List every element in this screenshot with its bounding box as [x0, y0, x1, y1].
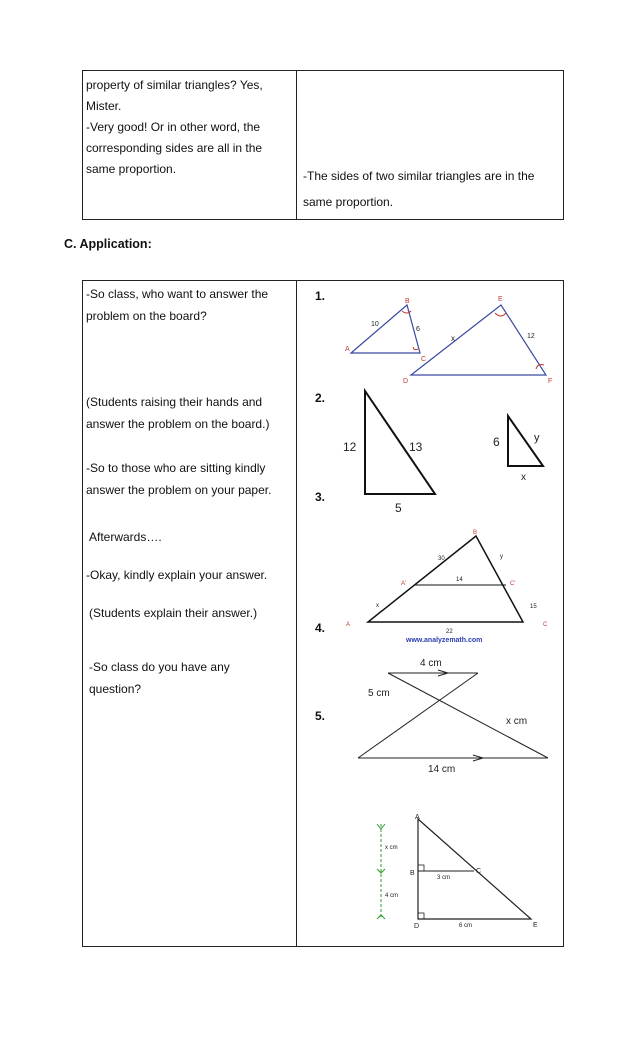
side-5: 5	[395, 501, 402, 515]
problem-number-4: 4.	[315, 621, 326, 635]
teacher-prompt-answer-board	[86, 283, 291, 327]
source-url: www.analyzemath.com	[406, 637, 483, 644]
label-a: A	[345, 346, 350, 353]
label-xcm: x cm	[385, 845, 398, 851]
side-x: x	[521, 472, 526, 483]
triangle-ade	[418, 819, 531, 919]
side-10: 10	[371, 321, 379, 328]
afterwards-text: Afterwards….	[89, 530, 162, 544]
text-line: -So to those who are sitting kindly	[86, 461, 266, 475]
figure-right-triangles-2	[333, 386, 553, 516]
application-table	[82, 280, 564, 947]
text-line: same proportion.	[303, 195, 394, 209]
text-line: problem on the board?	[86, 309, 207, 323]
text-line: -So class, who want to answer the	[86, 287, 269, 301]
figure-right-triangle-5	[361, 809, 551, 929]
figure-parallel-segment-3	[338, 526, 558, 646]
label-c-prime: C'	[510, 581, 516, 587]
side-15: 15	[530, 604, 537, 610]
label-f: F	[548, 378, 553, 385]
text-line: corresponding sides are all in the	[86, 141, 263, 155]
right-angle-b	[418, 865, 424, 871]
side-5cm: 5 cm	[368, 688, 390, 699]
big-right-triangle	[365, 391, 435, 494]
problem-number-3: 3.	[315, 490, 326, 504]
teacher-prompt-paper	[86, 457, 291, 501]
text-line: -Very good! Or in other word, the	[86, 120, 261, 134]
label-b: B	[410, 870, 415, 877]
students-explain: (Students explain their answer.)	[89, 606, 258, 620]
label-6cm: 6 cm	[459, 923, 473, 929]
cross-line-2	[358, 673, 478, 758]
triangle-def	[411, 305, 546, 375]
side-6: 6	[493, 435, 500, 449]
teacher-explain-prompt: -Okay, kindly explain your answer.	[86, 568, 268, 582]
side-x: x	[451, 334, 455, 343]
label-a: A	[415, 814, 420, 821]
students-raising-hands	[86, 391, 291, 435]
side-30: 30	[438, 556, 445, 562]
column-divider	[296, 71, 297, 219]
side-x: x	[376, 603, 379, 609]
side-xcm: x cm	[506, 716, 528, 727]
text-line: answer the problem on your paper.	[86, 483, 272, 497]
problem-number-5: 5.	[315, 709, 326, 723]
text-line: -So class do you have any	[89, 660, 230, 674]
label-3cm: 3 cm	[437, 875, 451, 881]
text-line: property of similar triangles? Yes,	[86, 78, 263, 92]
column-divider	[296, 281, 297, 946]
label-4cm: 4 cm	[385, 893, 399, 899]
teacher-column-top	[86, 75, 291, 180]
problem-number-2: 2.	[315, 391, 326, 405]
text-line: answer the problem on the board.)	[86, 417, 270, 431]
teacher-question-prompt	[89, 656, 294, 700]
label-b: B	[473, 530, 478, 536]
label-a: A	[346, 622, 351, 628]
side-12: 12	[527, 333, 535, 340]
side-13: 13	[409, 440, 423, 454]
label-d: D	[403, 378, 409, 385]
side-14cm: 14 cm	[428, 764, 456, 775]
text-line: -The sides of two similar triangles are in the	[303, 169, 535, 183]
label-d: D	[414, 923, 420, 929]
label-a-prime: A'	[401, 581, 407, 587]
angle-mark-c	[413, 347, 418, 350]
side-6: 6	[416, 326, 420, 333]
text-line: Mister.	[86, 99, 122, 113]
base-22: 22	[446, 629, 453, 635]
label-c: C	[543, 622, 548, 628]
text-line: question?	[89, 682, 142, 696]
label-c: C	[476, 868, 482, 875]
problem-number-1: 1.	[315, 289, 326, 303]
label-e: E	[533, 922, 538, 929]
text-line: same proportion.	[86, 162, 177, 176]
label-e: E	[498, 296, 503, 303]
figure-bowtie-4	[338, 651, 558, 776]
figure-similar-triangles-1	[341, 291, 561, 391]
side-4cm: 4 cm	[420, 658, 442, 669]
dialogue-table-top	[82, 70, 564, 220]
label-b: B	[405, 298, 410, 305]
label-c: C	[421, 356, 427, 363]
triangle-abc	[368, 536, 523, 622]
angle-mark-e	[495, 313, 506, 316]
right-angle-d	[418, 913, 424, 919]
side-y: y	[534, 432, 540, 444]
side-12: 12	[343, 440, 357, 454]
section-title: C. Application:	[64, 237, 152, 251]
segment-14: 14	[456, 577, 463, 583]
student-column-top	[303, 163, 558, 215]
text-line: (Students raising their hands and	[86, 395, 263, 409]
side-y: y	[500, 554, 503, 560]
